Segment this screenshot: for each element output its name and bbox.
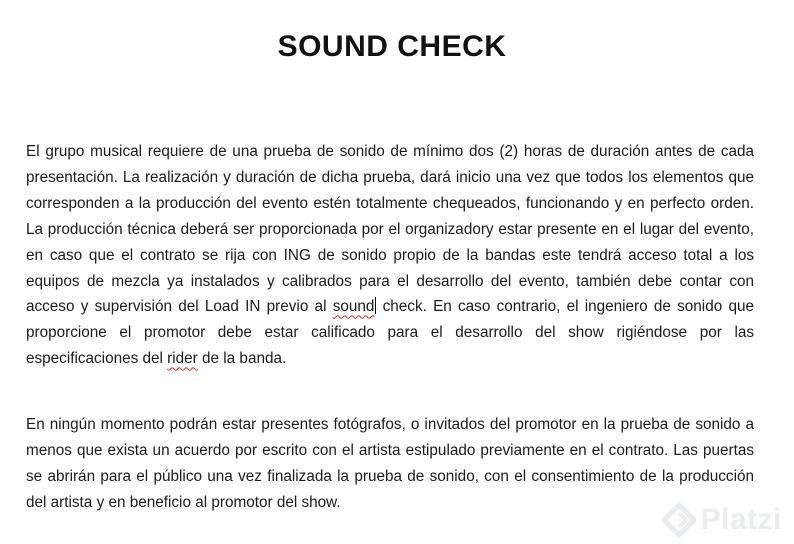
platzi-watermark <box>661 502 782 538</box>
paragraph-1[interactable] <box>26 139 754 372</box>
platzi-logo-icon <box>661 502 697 538</box>
paragraph-1-text-a: El grupo musical requiere de una prueba de sonido de mínimo dos (2) horas de duración antes de cada presentación. La realización y duración de dicha prueba, dará inicio una vez que todos los elementos que corresponden a la producción del evento estén totalmente chequeados, funcionando y en perfecto orden. La producción técnica deberá ser proporcionada por el organizadory estar presente en el lugar del evento, en caso que el contrato se rija con ING de sonido propio de la bandas este tendrá acceso total a los equipos de mezcla ya instalados y calibrados para el desarrollo del evento, también debe contar con acceso y supervisión del Load IN previo al <box>26 143 754 316</box>
document-title: SOUND CHECK <box>277 30 507 63</box>
misspelled-word-sound: sound <box>332 298 375 316</box>
misspelled-word-rider: rider <box>167 350 198 368</box>
paragraph-1-text-b: check. En caso contrario, el ingeniero de sonido que proporcione el promotor debe estar calificado para el desarrollo del show rigiéndose por las especificaciones del <box>26 298 754 368</box>
watermark-text: Platzi <box>700 503 782 536</box>
paragraph-1-text-c: de la banda. <box>197 350 287 368</box>
paragraph-2[interactable]: En ningún momento podrán estar presentes fotógrafos, o invitados del promotor en la prueba de sonido a menos que exista un acuerdo por escrito con el artista estipulado previamente en el contrato. Las puertas se abrirán para el público una vez finalizada la prueba de sonido, con el consentimiento de la producción del artista y en beneficio al promotor del show. <box>26 416 754 511</box>
